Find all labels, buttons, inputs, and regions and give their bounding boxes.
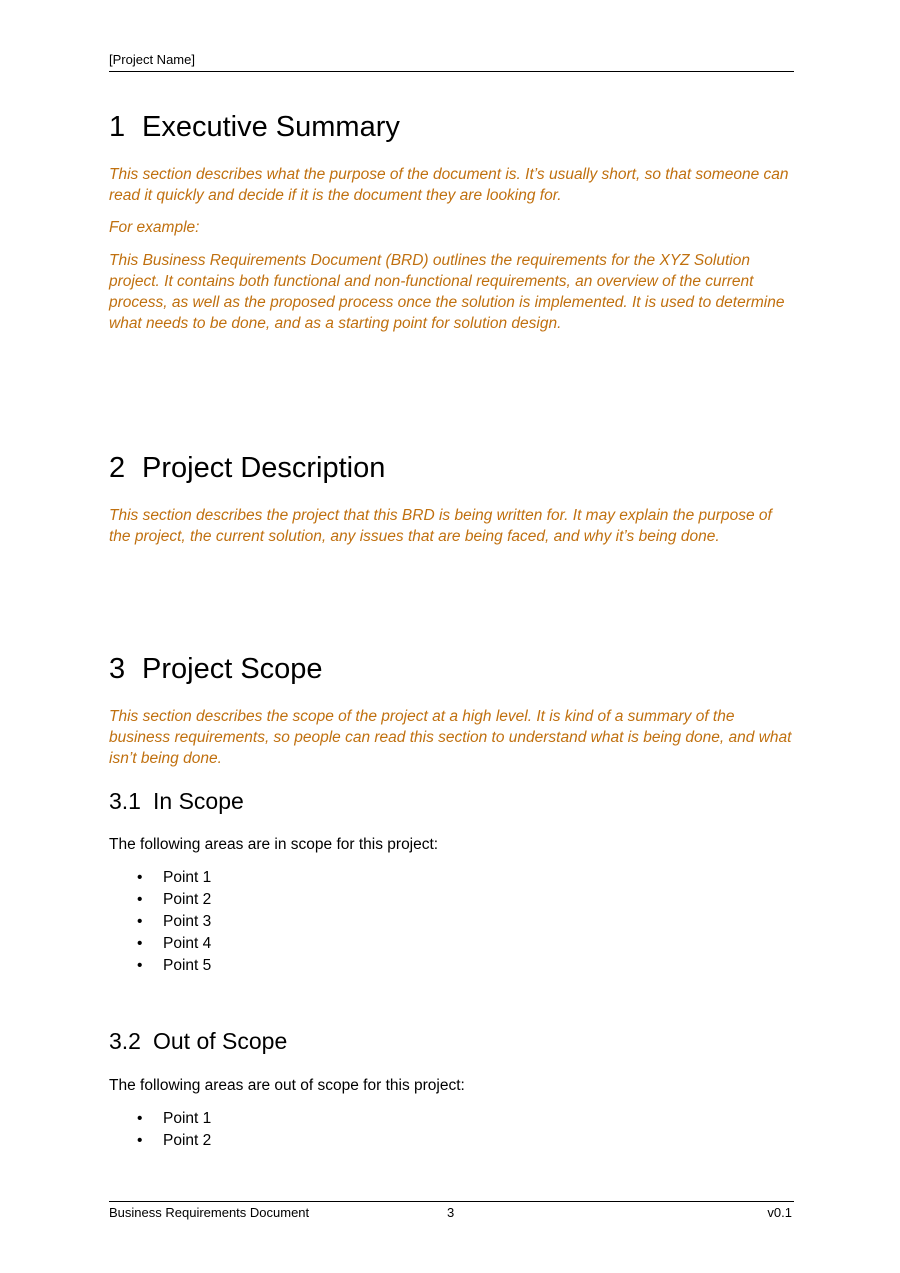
in-scope-intro: The following areas are in scope for this project: (109, 836, 439, 853)
heading-title: Executive Summary (142, 111, 400, 143)
guidance-paragraph: This section describes the project that this BRD is being written for. It may explain the purpose of the project, the current solution, any issues that are being faced, and why it’s being done. (109, 507, 772, 545)
bullet-icon: • (137, 913, 143, 930)
heading-title: Project Description (142, 452, 386, 484)
page-footer (109, 1201, 794, 1220)
bullet-icon: • (137, 1132, 143, 1149)
heading-out-of-scope (109, 1027, 287, 1055)
out-of-scope-list (109, 1108, 211, 1152)
list-item (109, 1130, 211, 1152)
list-item-label: Point 2 (163, 1132, 212, 1149)
list-item (109, 911, 211, 933)
heading-number: 1 (109, 111, 126, 143)
list-item (109, 889, 211, 911)
bullet-icon: • (137, 1110, 143, 1127)
guidance-paragraph: This Business Requirements Document (BRD) outlines the requirements for the XYZ Solution project. It contains both functional and non-functional requirements, an overview of the current process, as well as the proposed process once the solution is implemented. It is used to determine what needs to be done, and as a starting point for solution design. (109, 252, 785, 332)
heading-number: 3 (109, 653, 126, 685)
out-of-scope-intro: The following areas are out of scope for this project: (109, 1077, 465, 1094)
list-item-label: Point 1 (163, 869, 212, 886)
heading-number: 2 (109, 452, 126, 484)
guidance-paragraph: This section describes the scope of the project at a high level. It is kind of a summary of the business requirements, so people can read this section to understand what is being done, and what isn’t being done. (109, 708, 792, 767)
footer-page-number: 3 (447, 1205, 455, 1220)
bullet-icon: • (137, 957, 143, 974)
bullet-icon: • (137, 935, 143, 952)
list-item (109, 933, 211, 955)
guidance-paragraph: For example: (109, 219, 200, 236)
heading-title: Project Scope (142, 653, 323, 685)
list-item (109, 867, 211, 889)
heading-number: 3.1 (109, 788, 141, 814)
guidance-paragraph: This section describes what the purpose of the document is. It’s usually short, so that someone can read it quickly and decide if it is the document they are looking for. (109, 166, 789, 204)
heading-title: Out of Scope (153, 1028, 288, 1054)
list-item-label: Point 1 (163, 1110, 212, 1127)
bullet-icon: • (137, 869, 143, 886)
footer-doc-title: Business Requirements Document (109, 1205, 310, 1220)
footer-version: v0.1 (767, 1205, 792, 1220)
list-item-label: Point 2 (163, 891, 212, 908)
heading-executive-summary (109, 110, 400, 144)
list-item-label: Point 5 (163, 957, 212, 974)
header-project-name: [Project Name] (109, 52, 195, 67)
heading-project-scope (109, 652, 323, 686)
list-item (109, 1108, 211, 1130)
list-item-label: Point 4 (163, 935, 212, 952)
heading-title: In Scope (153, 788, 244, 814)
heading-in-scope (109, 787, 244, 815)
bullet-icon: • (137, 891, 143, 908)
list-item-label: Point 3 (163, 913, 212, 930)
heading-project-description (109, 451, 385, 485)
list-item (109, 955, 211, 977)
in-scope-list (109, 867, 211, 977)
page-header (109, 52, 794, 72)
heading-number: 3.2 (109, 1028, 141, 1054)
